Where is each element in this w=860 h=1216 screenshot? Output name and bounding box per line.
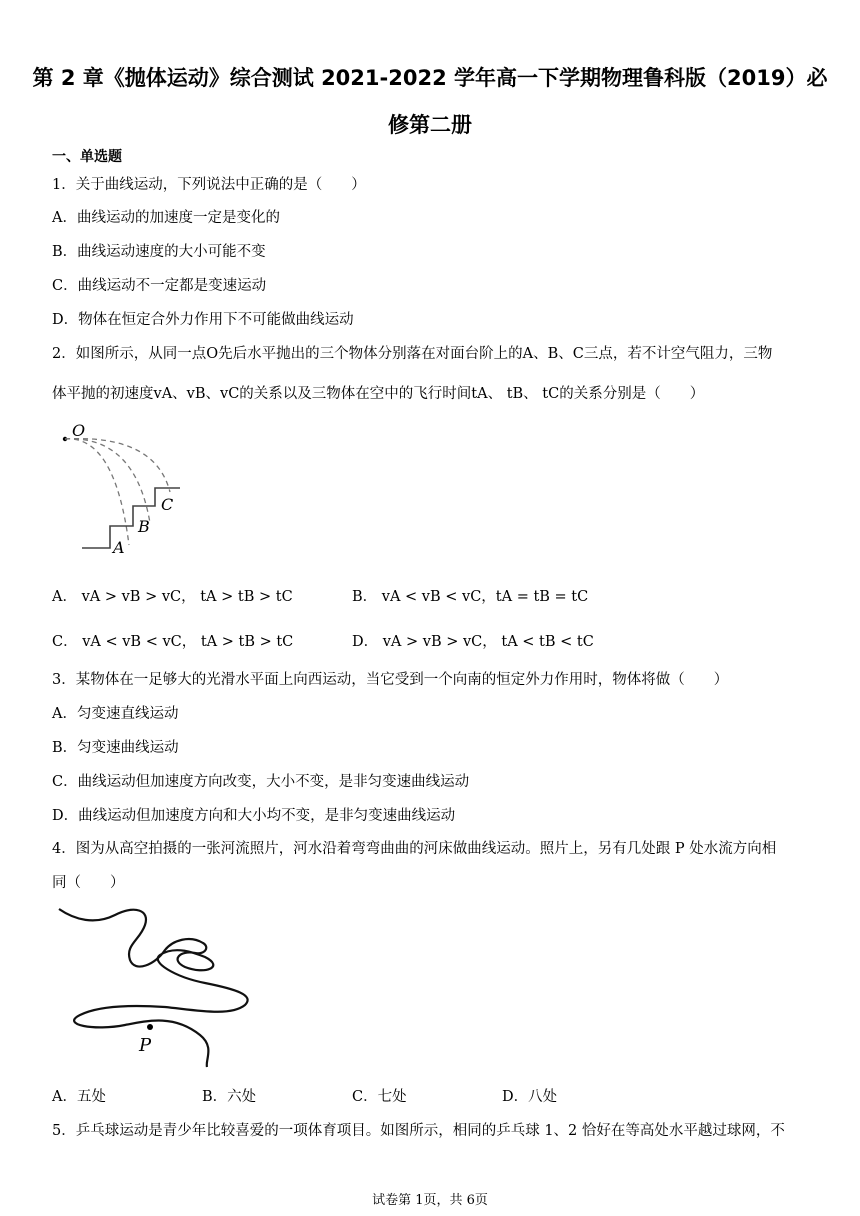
question-2-option-b: B． vA < vB < vC，tA = tB = tC xyxy=(352,589,589,605)
question-1-option-c: C．曲线运动不一定都是变速运动 xyxy=(52,278,267,294)
trajectory-b xyxy=(65,439,150,523)
question-2-stem-line1: 2．如图所示，从同一点O先后水平抛出的三个物体分别落在对面台阶上的A、B、C三点，若不计空气阻力，三物 xyxy=(52,346,773,362)
projectile-stairs-figure xyxy=(55,420,195,560)
question-1-option-d: D．物体在恒定合外力作用下不可能做曲线运动 xyxy=(52,312,354,328)
question-4-option-d: D．八处 xyxy=(502,1089,558,1105)
point-p xyxy=(147,1024,153,1030)
question-2-stem-line2: 体平抛的初速度vA、vB、vC的关系以及三物体在空中的飞行时间tA、 tB、 tC的关系分别是（ ） xyxy=(52,386,705,402)
question-2-option-a: A． vA > vB > vC， tA > tB > tC xyxy=(52,589,293,605)
river-path xyxy=(59,909,248,1067)
label-a: A xyxy=(113,538,125,557)
question-1-option-b: B．曲线运动速度的大小可能不变 xyxy=(52,244,266,260)
question-2-option-d: D． vA > vB > vC， tA < tB < tC xyxy=(352,634,594,650)
question-5-stem: 5．乒乓球运动是青少年比较喜爱的一项体育项目。如图所示，相同的乒乓球 1、2 恰好在等高处水平越过球网，不 xyxy=(52,1123,785,1139)
question-4-option-b: B．六处 xyxy=(202,1089,257,1105)
question-1-stem: 1．关于曲线运动，下列说法中正确的是（ ） xyxy=(52,177,366,193)
page-title: 第 2 章《抛体运动》综合测试 2021-2022 学年高一下学期物理鲁科版（2019）必 xyxy=(32,66,828,90)
question-1-option-a: A．曲线运动的加速度一定是变化的 xyxy=(52,210,280,226)
label-o: O xyxy=(72,421,86,440)
label-p: P xyxy=(139,1035,152,1056)
question-4-option-a: A．五处 xyxy=(52,1089,106,1105)
label-c: C xyxy=(161,495,174,514)
page-title-continued: 修第二册 xyxy=(388,113,472,137)
question-4-option-c: C．七处 xyxy=(352,1089,407,1105)
question-3-option-b: B．匀变速曲线运动 xyxy=(52,740,179,756)
page-footer: 试卷第 1页，共 6页 xyxy=(372,1193,488,1208)
question-3-option-a: A．匀变速直线运动 xyxy=(52,706,179,722)
trajectory-a xyxy=(65,439,129,545)
question-2-option-c: C． vA < vB < vC， tA > tB > tC xyxy=(52,634,294,650)
question-3-option-d: D．曲线运动但加速度方向和大小均不变，是非匀变速曲线运动 xyxy=(52,808,456,824)
question-3-stem: 3．某物体在一足够大的光滑水平面上向西运动，当它受到一个向南的恒定外力作用时，物体将做（ ） xyxy=(52,672,729,688)
section-heading: 一、单选题 xyxy=(52,149,122,165)
question-4-stem-line2: 同（ ） xyxy=(52,875,125,891)
label-b: B xyxy=(138,517,150,536)
trajectory-c xyxy=(65,439,170,492)
river-figure xyxy=(55,905,265,1070)
question-4-stem-line1: 4．图为从高空拍摄的一张河流照片，河水沿着弯弯曲曲的河床做曲线运动。照片上，另有几处跟 P 处水流方向相 xyxy=(52,841,777,857)
question-3-option-c: C．曲线运动但加速度方向改变，大小不变，是非匀变速曲线运动 xyxy=(52,774,470,790)
